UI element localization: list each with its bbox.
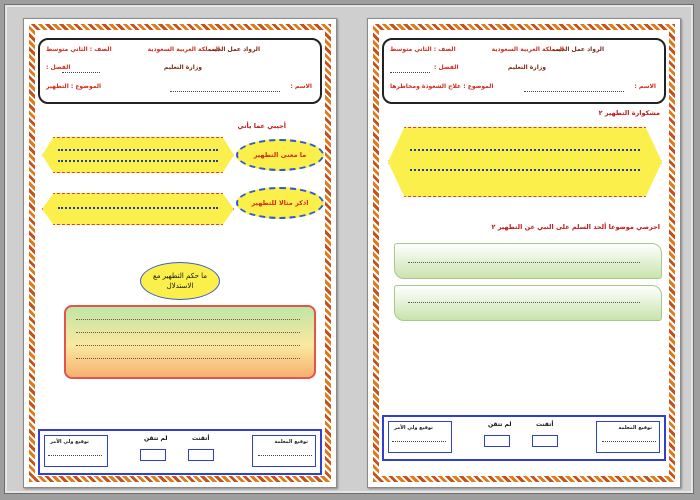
teacher-sign-label: توقيع المعلمة [618,425,652,431]
answer-line[interactable] [76,358,300,359]
slogan-text: الرواد عمل الجيب [208,46,260,53]
answer-line[interactable] [58,149,218,151]
sign-dots [602,441,656,442]
answer-scroll-2 [42,193,234,225]
question-oval-3 [140,262,220,300]
ministry-text: وزارة التعليم [507,64,546,71]
kingdom-text: المملكة العربية السعودية [147,46,220,53]
mastered-checkbox[interactable] [188,449,214,461]
class-label: الفصل : [46,64,71,71]
mastered-label: أتقنت [536,421,554,428]
topic-text: الموضوع : علاج الشعوذة ومخاطرها [390,83,494,90]
slogan-text: الرواد عمل الجيب [552,46,604,53]
kingdom-text: المملكة العربية السعودية [491,46,564,53]
not-mastered-checkbox[interactable] [484,435,510,447]
answer-scroll-1 [42,137,234,173]
answer-line[interactable] [410,169,640,171]
answer-line[interactable] [76,345,300,346]
footer-box [38,429,322,475]
question-title-1: مشكوارة التطهير ٢ [598,109,660,117]
teacher-sign-label: توقيع المعلمة [274,439,308,445]
parent-sign-label: توقيع ولي الأمر [50,439,89,445]
question-bubble-1 [236,139,324,171]
class-dots [62,72,100,73]
topic-text: الموضوع : التطهير [46,83,102,90]
not-mastered-label: لم تتقن [488,421,512,428]
mastered-checkbox[interactable] [532,435,558,447]
answer-line[interactable] [410,149,640,151]
name-dots [170,91,280,92]
worksheet-page-right [367,18,681,488]
name-label: الاسم : [290,83,312,90]
class-dots [390,72,430,73]
sign-dots [258,455,312,456]
wave-box-1 [394,243,662,279]
name-dots [524,91,624,92]
sign-dots [48,455,102,456]
worksheet-page-left [23,18,337,488]
question-bubble-2 [236,187,324,219]
header-box [38,38,322,104]
question-text: اذكر مثالا للتطهير [251,199,309,207]
sign-dots [392,441,446,442]
answer-line[interactable] [76,319,300,320]
instruction-text: أجيبي عما يأتي [237,122,286,130]
answer-line[interactable] [76,332,300,333]
grade-text: الصف : الثاني متوسط [46,46,112,53]
answer-line[interactable] [58,160,218,162]
answer-line[interactable] [58,207,218,209]
not-mastered-checkbox[interactable] [140,449,166,461]
answer-line[interactable] [408,262,640,263]
not-mastered-label: لم تتقن [144,435,168,442]
mastered-label: أتقنت [192,435,210,442]
grade-text: الصف : الثاني متوسط [390,46,456,53]
wave-box-2 [394,285,662,321]
page-canvas [4,4,694,494]
class-label: الفصل : [434,64,459,71]
answer-line[interactable] [408,302,640,303]
ministry-text: وزارة التعليم [163,64,202,71]
question-text: ما معنى التطهير [253,151,307,159]
question-title-2: احرصي موضوعا ألحد السلم على النبي عن التطهير ٢ [491,223,660,231]
header-box [382,38,666,104]
name-label: الاسم : [634,83,656,90]
answer-box-3 [64,305,316,379]
answer-scroll-right [388,127,662,197]
question-text: ما حكم التطهير مع الاستدلال [152,272,208,290]
parent-sign-label: توقيع ولي الأمر [394,425,433,431]
footer-box [382,415,666,461]
